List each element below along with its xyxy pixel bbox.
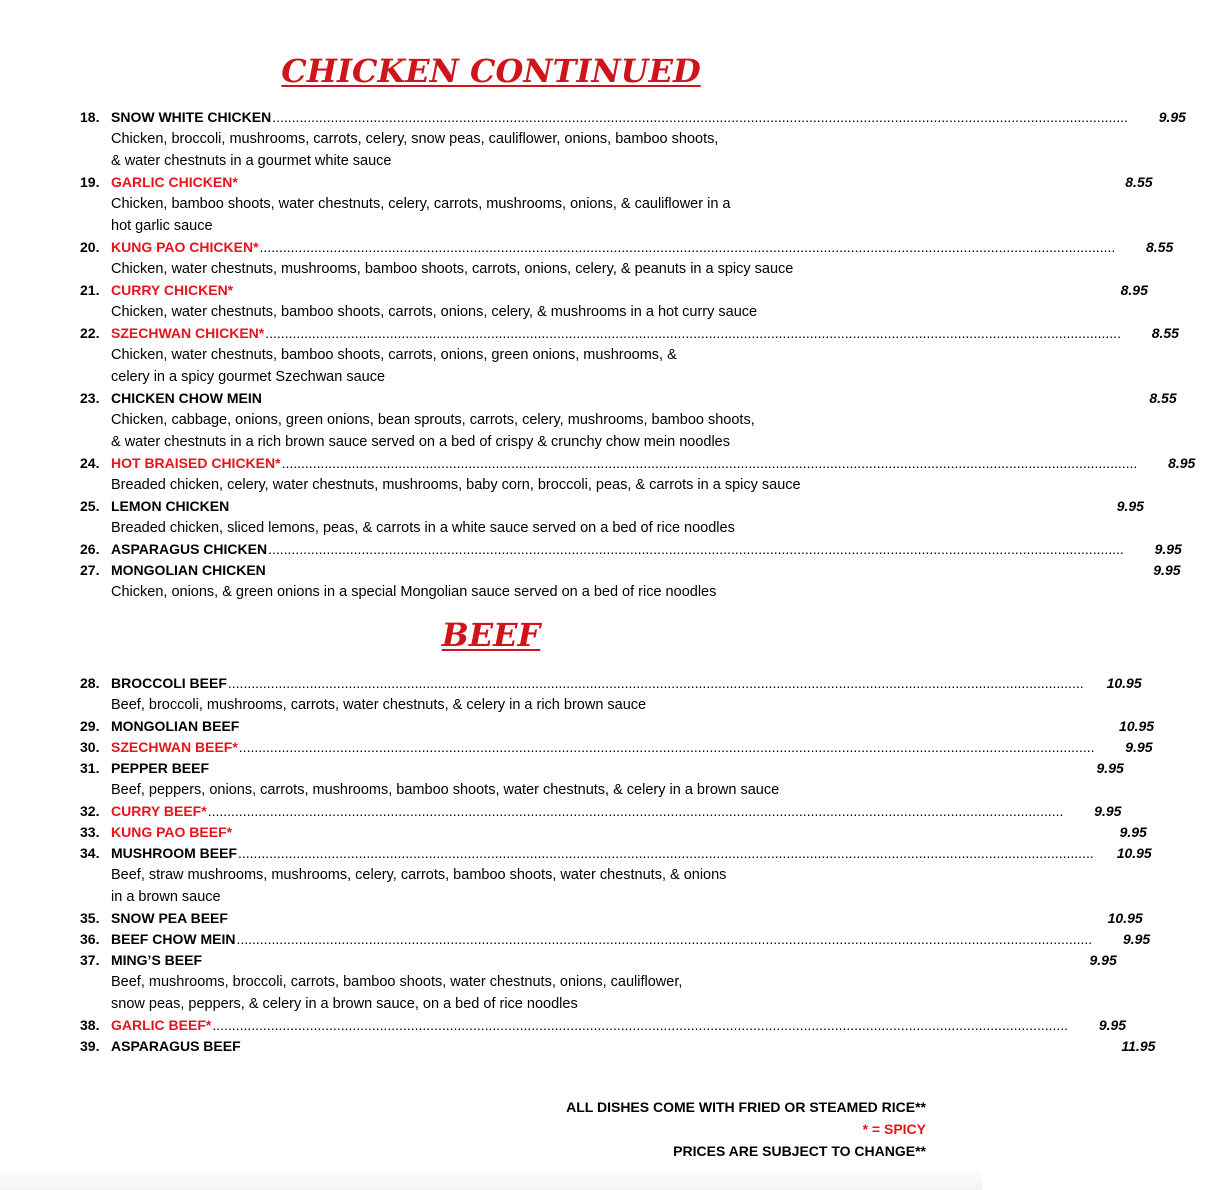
dot-leader: ............................................................................................................................................................................................................................	[259, 239, 1116, 255]
item-name: KUNG PAO CHICKEN*	[111, 239, 259, 255]
menu-item	[80, 453, 1196, 496]
item-description	[111, 474, 891, 496]
menu-item-header	[80, 950, 1117, 971]
item-number: 33.	[80, 824, 100, 840]
item-name: ASPARAGUS CHICKEN	[111, 541, 268, 557]
item-name: GARLIC BEEF*	[111, 1017, 212, 1033]
item-name: BROCCOLI BEEF	[111, 675, 227, 691]
description-line: & water chestnuts in a gourmet white sauce	[111, 153, 392, 169]
item-price: 10.95	[1107, 910, 1143, 926]
item-number: 34.	[80, 845, 100, 861]
item-price: 9.95	[1122, 931, 1151, 947]
item-number: 21.	[80, 282, 100, 298]
menu-item-header	[80, 673, 1142, 694]
item-price: 9.95	[1154, 541, 1182, 557]
item-price: 8.95	[1168, 455, 1196, 471]
description-line: & water chestnuts in a rich brown sauce served on a bed of crispy & crunchy chow mein noodles	[111, 434, 730, 450]
menu-item-header	[80, 107, 1186, 128]
dot-leader: ............................................................................................................................................................................................................................	[227, 675, 1084, 691]
menu-item-header	[80, 539, 1182, 560]
item-name: SNOW PEA BEEF	[111, 910, 228, 926]
item-number: 25.	[80, 498, 100, 514]
item-name: SZECHWAN BEEF*	[111, 739, 238, 755]
item-price: 9.95	[1096, 760, 1124, 776]
item-name: MONGOLIAN BEEF	[111, 718, 240, 734]
beef-section-title: BEEF	[441, 616, 541, 654]
item-number: 19.	[80, 174, 100, 190]
menu-item	[80, 737, 1153, 758]
item-price: 8.55	[1149, 390, 1177, 406]
dot-leader: ............................................................................................................................................................................................................................	[281, 455, 1138, 471]
menu-item-header	[80, 758, 1124, 779]
menu-item	[80, 539, 1182, 560]
item-description	[111, 258, 891, 280]
item-number: 24.	[80, 455, 100, 471]
item-description	[111, 971, 891, 1015]
dot-leader: ............................................................................................................................................................................................................................	[268, 541, 1124, 557]
menu-item-header	[80, 496, 1144, 517]
menu-footer	[566, 1096, 926, 1162]
item-description	[111, 301, 891, 323]
item-name: ASPARAGUS BEEF	[111, 1038, 241, 1054]
item-number: 20.	[80, 239, 100, 255]
menu-item	[80, 673, 1142, 716]
description-line: in a brown sauce	[111, 889, 221, 905]
menu-item-header	[80, 388, 1177, 409]
description-line: Chicken, onions, & green onions in a special Mongolian sauce served on a bed of rice noodles	[111, 584, 717, 600]
menu-item-header	[80, 929, 1151, 950]
description-line: Beef, mushrooms, broccoli, carrots, bamboo shoots, water chestnuts, onions, cauliflower,	[111, 974, 683, 990]
item-description	[111, 581, 891, 603]
item-name: KUNG PAO BEEF*	[111, 824, 233, 840]
item-name: CHICKEN CHOW MEIN	[111, 390, 262, 406]
item-number: 29.	[80, 718, 100, 734]
menu-item	[80, 280, 1148, 323]
item-price: 11.95	[1121, 1038, 1156, 1054]
dot-leader: ............................................................................................................................................................................................................................	[212, 1017, 1069, 1033]
description-line: Chicken, water chestnuts, bamboo shoots, carrots, onions, celery, & mushrooms in a hot curry sauce	[111, 304, 758, 320]
item-name: HOT BRAISED CHICKEN*	[111, 455, 281, 471]
description-line: Chicken, broccoli, mushrooms, carrots, celery, snow peas, cauliflower, onions, bamboo shoots,	[111, 131, 719, 147]
chicken-menu-list	[80, 107, 1196, 603]
item-name: CURRY CHICKEN*	[111, 282, 234, 298]
menu-item-header	[80, 453, 1196, 474]
page-bottom-shade	[0, 1166, 982, 1190]
dot-leader: ............................................................................................................................................................................................................................	[236, 931, 1093, 947]
item-description	[111, 193, 891, 237]
item-name: MING’S BEEF	[111, 952, 203, 968]
item-price: 9.95	[1116, 498, 1144, 514]
menu-item	[80, 908, 1143, 929]
menu-item	[80, 560, 1181, 603]
menu-item-header	[80, 1036, 1156, 1057]
menu-item	[80, 1015, 1127, 1036]
item-description	[111, 779, 891, 801]
item-price: 8.55	[1146, 239, 1174, 255]
dot-leader: ............................................................................................................................................................................................................................	[265, 325, 1121, 341]
item-price: 9.95	[1098, 1017, 1127, 1033]
menu-item	[80, 1036, 1156, 1057]
item-name: PEPPER BEEF	[111, 760, 210, 776]
item-price: 10.95	[1106, 675, 1142, 691]
menu-item-header	[80, 822, 1147, 843]
item-name: LEMON CHICKEN	[111, 498, 230, 514]
beef-menu-list	[80, 673, 1156, 1057]
menu-item	[80, 496, 1144, 539]
menu-item-header	[80, 323, 1179, 344]
description-line: Beef, straw mushrooms, mushrooms, celery, carrots, bamboo shoots, water chestnuts, & onions	[111, 867, 727, 883]
item-number: 22.	[80, 325, 100, 341]
description-line: Beef, peppers, onions, carrots, mushrooms, bamboo shoots, water chestnuts, & celery in a brown sauce	[111, 782, 780, 798]
menu-item-header	[80, 908, 1143, 929]
item-number: 31.	[80, 760, 100, 776]
item-name: MUSHROOM BEEF	[111, 845, 237, 861]
item-number: 27.	[80, 562, 100, 578]
description-line: celery in a spicy gourmet Szechwan sauce	[111, 369, 386, 385]
item-price: 8.95	[1120, 282, 1148, 298]
item-name: BEEF CHOW MEIN	[111, 931, 236, 947]
item-price: 9.95	[1119, 824, 1147, 840]
description-line: hot garlic sauce	[111, 218, 213, 234]
item-name: SZECHWAN CHICKEN*	[111, 325, 265, 341]
menu-item	[80, 237, 1174, 280]
dot-leader: ............................................................................................................................................................................................................................	[238, 845, 1094, 861]
menu-item	[80, 822, 1147, 843]
item-description	[111, 517, 891, 539]
item-description	[111, 694, 891, 716]
dot-leader: ............................................................................................................................................................................................................................	[238, 739, 1095, 755]
item-description	[111, 409, 891, 453]
item-number: 26.	[80, 541, 100, 557]
item-price: 9.95	[1158, 109, 1186, 125]
item-description	[111, 128, 891, 172]
menu-item	[80, 758, 1124, 801]
menu-item-header	[80, 1015, 1127, 1036]
menu-item-header	[80, 801, 1122, 822]
price-change-note: PRICES ARE SUBJECT TO CHANGE**	[673, 1143, 926, 1159]
item-price: 10.95	[1116, 845, 1152, 861]
item-price: 8.55	[1151, 325, 1179, 341]
spicy-legend: * = SPICY	[862, 1121, 926, 1137]
item-number: 30.	[80, 739, 100, 755]
menu-item	[80, 843, 1152, 908]
item-price: 9.95	[1153, 562, 1181, 578]
item-description	[111, 344, 891, 388]
menu-item	[80, 323, 1179, 388]
item-price: 10.95	[1119, 718, 1155, 734]
menu-item	[80, 172, 1153, 237]
menu-item-header	[80, 737, 1153, 758]
menu-item-header	[80, 172, 1153, 193]
chicken-section-title: CHICKEN CONTINUED	[281, 52, 701, 90]
menu-item-header	[80, 280, 1148, 301]
menu-item	[80, 388, 1177, 453]
item-number: 28.	[80, 675, 100, 691]
description-line: Breaded chicken, sliced lemons, peas, & carrots in a white sauce served on a bed of rice noodles	[111, 520, 735, 536]
menu-item	[80, 107, 1186, 172]
item-name: GARLIC CHICKEN*	[111, 174, 238, 190]
item-number: 35.	[80, 910, 100, 926]
item-number: 36.	[80, 931, 100, 947]
menu-item	[80, 716, 1155, 737]
item-number: 39.	[80, 1038, 100, 1054]
menu-item-header	[80, 560, 1181, 581]
item-price: 8.55	[1125, 174, 1153, 190]
description-line: Chicken, water chestnuts, bamboo shoots, carrots, onions, green onions, mushrooms, &	[111, 347, 677, 363]
item-name: MONGOLIAN CHICKEN	[111, 562, 266, 578]
menu-item	[80, 801, 1122, 822]
menu-item-header	[80, 237, 1174, 258]
menu-item-header	[80, 716, 1155, 737]
item-number: 18.	[80, 109, 100, 125]
menu-item	[80, 950, 1117, 1015]
item-price: 9.95	[1125, 739, 1153, 755]
item-price: 9.95	[1089, 952, 1117, 968]
description-line: Chicken, water chestnuts, mushrooms, bamboo shoots, carrots, onions, celery, & peanuts in a spicy sauce	[111, 261, 794, 277]
item-name: CURRY BEEF*	[111, 803, 207, 819]
item-description	[111, 864, 891, 908]
item-name: SNOW WHITE CHICKEN	[111, 109, 272, 125]
item-price: 9.95	[1094, 803, 1122, 819]
dot-leader: ............................................................................................................................................................................................................................	[272, 109, 1128, 125]
menu-item	[80, 929, 1151, 950]
description-line: Beef, broccoli, mushrooms, carrots, water chestnuts, & celery in a rich brown sauce	[111, 697, 647, 713]
description-line: Breaded chicken, celery, water chestnuts, mushrooms, baby corn, broccoli, peas, & carrots in a spicy sauce	[111, 477, 801, 493]
rice-note: ALL DISHES COME WITH FRIED OR STEAMED RICE**	[566, 1099, 926, 1115]
menu-item-header	[80, 843, 1152, 864]
description-line: Chicken, bamboo shoots, water chestnuts, celery, carrots, mushrooms, onions, & cauliflower in a	[111, 196, 731, 212]
description-line: Chicken, cabbage, onions, green onions, bean sprouts, carrots, celery, mushrooms, bamboo shoots,	[111, 412, 755, 428]
item-number: 32.	[80, 803, 100, 819]
item-number: 37.	[80, 952, 100, 968]
item-number: 38.	[80, 1017, 100, 1033]
dot-leader: ............................................................................................................................................................................................................................	[207, 803, 1064, 819]
description-line: snow peas, peppers, & celery in a brown sauce, on a bed of rice noodles	[111, 996, 578, 1012]
item-number: 23.	[80, 390, 100, 406]
